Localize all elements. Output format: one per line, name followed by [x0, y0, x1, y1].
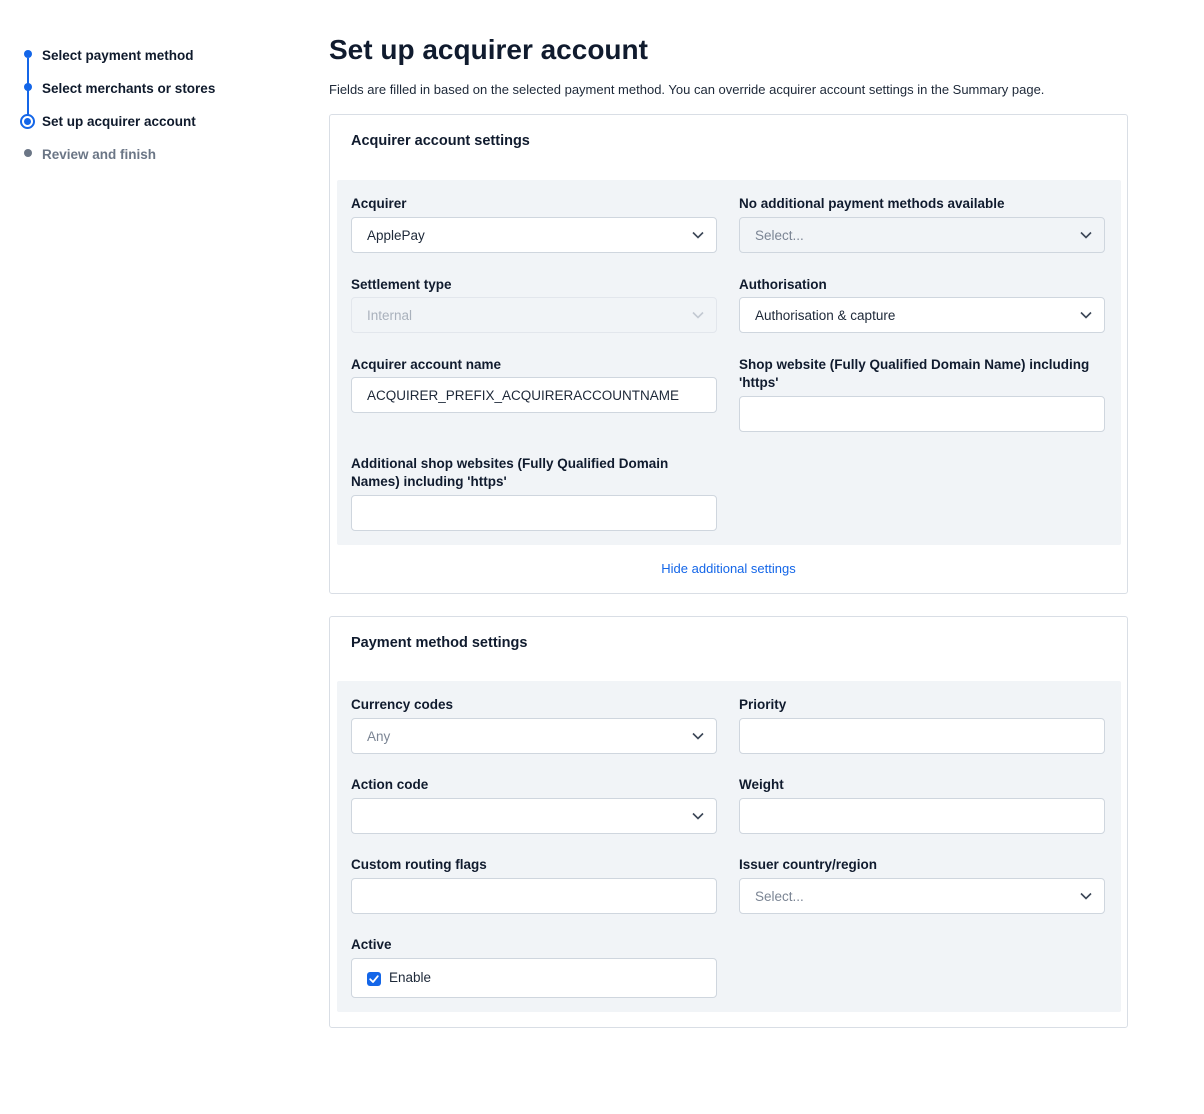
currency-codes-select[interactable] [351, 718, 717, 754]
field-label: Custom routing flags [351, 857, 487, 872]
field-label: Issuer country/region [739, 857, 878, 872]
active-field [351, 936, 717, 985]
field-label: Acquirer account name [351, 357, 502, 372]
page-description: Fields are filled in based on the selected payment method. You can override acquirer account settings in the Summary page. [329, 82, 1045, 97]
card-title: Acquirer account settings [351, 133, 530, 149]
weight-field [739, 776, 1105, 794]
authorisation-select[interactable] [739, 297, 1105, 333]
field-label: Currency codes [351, 697, 454, 712]
input-value: ACQUIRER_PREFIX_ACQUIRERACCOUNTNAME [367, 387, 680, 403]
step-set-up-acquirer[interactable] [18, 108, 278, 141]
field-label: Additional shop websites (Fully Qualified Domain Names) including 'https' [351, 456, 669, 489]
routing-flags-field [351, 856, 717, 874]
field-label: Shop website (Fully Qualified Domain Name) including 'https' [739, 357, 1090, 390]
priority-field [739, 696, 1105, 714]
enable-checkbox[interactable] [367, 972, 381, 986]
active-checkbox-container[interactable] [351, 958, 717, 998]
payment-settings-panel [337, 681, 1121, 1012]
page-title: Set up acquirer account [329, 34, 648, 65]
field-label: Action code [351, 777, 429, 792]
card-title: Payment method settings [351, 635, 528, 651]
field-label: Weight [739, 777, 784, 792]
chevron-down-icon [1080, 311, 1092, 319]
select-placeholder: Select... [755, 888, 804, 904]
hide-additional-settings-link[interactable]: Hide additional settings [661, 561, 796, 576]
payment-methods-select[interactable] [739, 217, 1105, 253]
action-code-select[interactable] [351, 798, 717, 834]
checkbox-label: Enable [389, 970, 432, 985]
main-content [329, 30, 1129, 985]
account-name-field [351, 356, 717, 403]
issuer-country-select[interactable] [739, 878, 1105, 914]
select-placeholder: Select... [755, 227, 804, 243]
step-select-merchants[interactable] [18, 75, 278, 108]
account-name-input[interactable] [351, 377, 717, 413]
field-label: Acquirer [351, 196, 407, 211]
settlement-type-select [351, 297, 717, 333]
shop-website-input[interactable] [739, 396, 1105, 432]
chevron-down-icon [692, 231, 704, 239]
step-complete-dot-icon [24, 50, 32, 58]
step-label: Set up acquirer account [42, 114, 196, 129]
priority-input[interactable] [739, 718, 1105, 754]
chevron-down-icon [692, 732, 704, 740]
step-select-payment-method[interactable] [18, 42, 278, 75]
field-label: No additional payment methods available [739, 196, 1005, 211]
issuer-country-field [739, 856, 1105, 904]
checkmark-icon [367, 972, 381, 986]
authorisation-field [739, 276, 1105, 323]
acquirer-field [351, 195, 717, 243]
routing-flags-input[interactable] [351, 878, 717, 914]
chevron-down-icon [692, 812, 704, 820]
payment-method-settings-card [329, 616, 1128, 1028]
field-label: Authorisation [739, 277, 827, 292]
field-label: Settlement type [351, 277, 452, 292]
action-code-field [351, 776, 717, 794]
field-label: Priority [739, 697, 787, 712]
currency-codes-field [351, 696, 717, 744]
step-review-and-finish[interactable] [18, 141, 278, 174]
additional-websites-input[interactable] [351, 495, 717, 531]
chevron-down-icon [1080, 231, 1092, 239]
select-placeholder: Any [367, 728, 391, 744]
wizard-stepper [18, 42, 278, 174]
select-value: Authorisation & capture [755, 307, 896, 323]
field-label: Active [351, 937, 392, 952]
step-label: Review and finish [42, 147, 157, 162]
step-label: Select payment method [42, 48, 194, 63]
additional-websites-field [351, 455, 717, 491]
step-label: Select merchants or stores [42, 81, 216, 96]
chevron-down-icon [692, 311, 704, 319]
step-current-dot-icon [20, 114, 35, 129]
settlement-type-field [351, 276, 717, 323]
select-value: ApplePay [367, 227, 425, 243]
acquirer-settings-card [329, 114, 1128, 594]
step-complete-dot-icon [24, 83, 32, 91]
chevron-down-icon [1080, 892, 1092, 900]
select-value: Internal [367, 307, 413, 323]
weight-input[interactable] [739, 798, 1105, 834]
payment-methods-field [739, 195, 1105, 243]
shop-website-field [739, 356, 1105, 392]
acquirer-settings-panel [337, 180, 1121, 545]
step-pending-dot-icon [24, 149, 32, 157]
acquirer-select[interactable] [351, 217, 717, 253]
